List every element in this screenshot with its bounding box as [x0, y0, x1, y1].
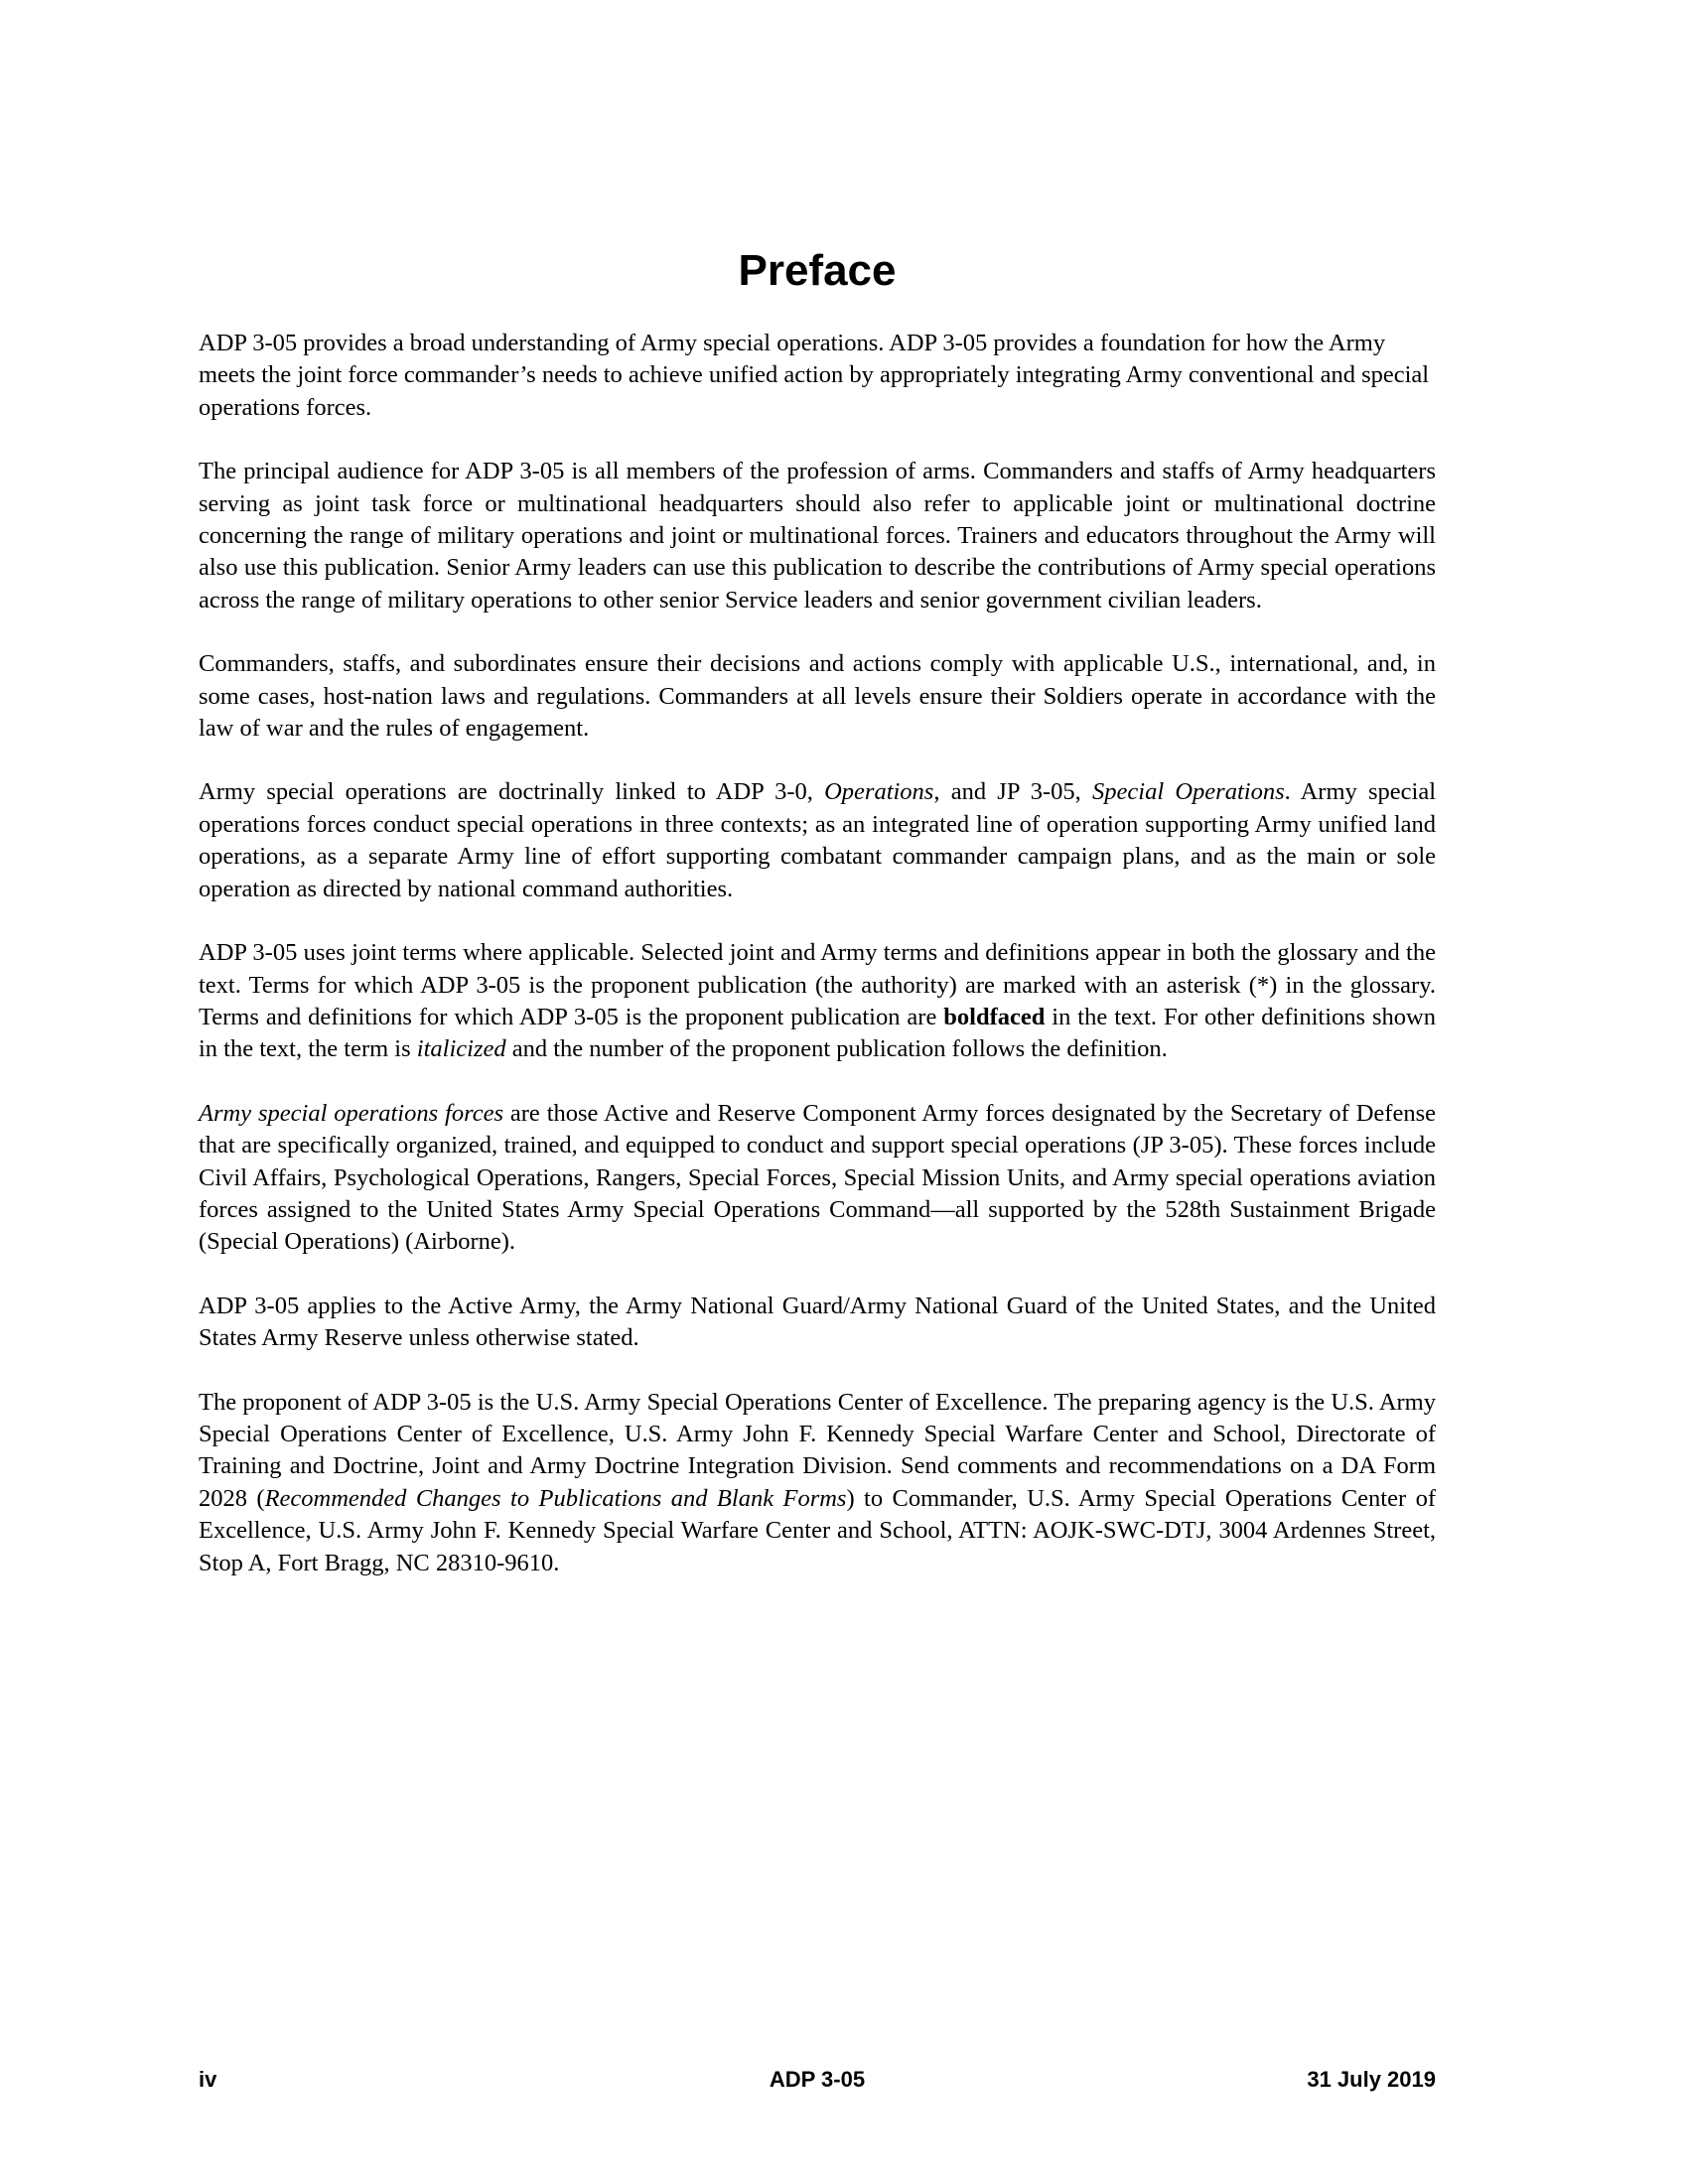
footer-date: 31 July 2019	[1307, 2067, 1436, 2092]
paragraph-purpose: ADP 3-05 provides a broad understanding of Army special operations. ADP 3-05 provides a foundation for how the Army meets the joint force commander’s needs to achieve unified action by appropriately integrating Army conventional and special operations forces.	[199, 330, 1430, 421]
paragraph-applicability: ADP 3-05 applies to the Active Army, the Army National Guard/Army National Guard of the United States, and the United States Army Reserve unless otherwise stated.	[199, 1292, 1436, 1352]
bold-term: boldfaced	[943, 1003, 1046, 1030]
text-run: ) to Commander, U.S. Army Special Operations Center of Excellence, U.S. Army John F. Kennedy Special Warfare Center and School, ATTN: AOJK-SWC-DTJ, 3004 Ardennes Street, Stop A, Fort Bragg, NC 28310-9610.	[199, 1484, 1436, 1576]
text-run: in the text. For other definitions shown in the text, the term is	[199, 1003, 1436, 1063]
page-footer	[199, 2063, 1436, 2097]
paragraph-terms	[199, 937, 1436, 1066]
paragraph-arsof-definition	[199, 1098, 1436, 1259]
footer-page-number: iv	[199, 2067, 217, 2092]
text-run: . Army special operations forces conduct special operations in three contexts; as an integrated line of operation supporting Army unified land operations, as a separate Army line of effort supporting combatant commander campaign plans, and as the main or sole operation as directed by national command authorities.	[199, 778, 1437, 902]
italic-form-title: Recommended Changes to Publications and Blank Forms	[264, 1484, 847, 1512]
paragraph-legal-compliance: Commanders, staffs, and subordinates ensure their decisions and actions comply with applicable U.S., international, and, in some cases, host-nation laws and regulations. Commanders at all levels ensure their Soldiers operate in accordance with the law of war and the rules of engagement.	[199, 650, 1436, 743]
italic-publication-title: Special Operations	[1092, 778, 1285, 806]
text-run: ADP 3-05 uses joint terms where applicable. Selected joint and Army terms and definitions appear in both the glossary and the text. Terms for which ADP 3-05 is the proponent publication (the authority) are marked with an asterisk (*) in the glossary. Terms and definitions for which ADP 3-05 is the proponent publication are	[199, 939, 1436, 1030]
paragraph-doctrinal-links	[199, 776, 1436, 905]
preface-body	[199, 328, 1436, 1611]
text-run: and the number of the proponent publication follows the definition.	[505, 1035, 1168, 1063]
footer-publication: ADP 3-05	[769, 2067, 866, 2092]
italic-defined-term: Army special operations forces	[199, 1099, 503, 1127]
paragraph-audience: The principal audience for ADP 3-05 is all members of the profession of arms. Commanders and staffs of Army headquarters serving as joint task force or multinational headquarters should also refer to applicable joint or multinational doctrine concerning the range of military operations and joint or multinational forces. Trainers and educators throughout the Army will also use this publication. Senior Army leaders can use this publication to describe the contributions of Army special operations across the range of military operations to other senior Service leaders and senior government civilian leaders.	[199, 458, 1436, 614]
page-title: Preface	[738, 246, 897, 295]
italic-publication-title: Operations	[824, 778, 934, 806]
text-run: , and JP 3-05,	[933, 778, 1093, 806]
paragraph-proponent	[199, 1387, 1436, 1579]
text-run: Army special operations are doctrinally linked to ADP 3-0,	[199, 778, 825, 806]
italic-term: italicized	[416, 1035, 506, 1063]
text-run: are those Active and Reserve Component Army forces designated by the Secretary of Defense that are specifically organized, trained, and equipped to conduct and support special operations (JP 3-05). These forces include Civil Affairs, Psychological Operations, Rangers, Special Forces, Special Mission Units, and Army special operations aviation forces assigned to the United States Army Special Operations Command—all supported by the 528th Sustainment Brigade (Special Operations) (Airborne).	[199, 1099, 1436, 1256]
text-run: The proponent of ADP 3-05 is the U.S. Army Special Operations Center of Excellence. The preparing agency is the U.S. Army Special Operations Center of Excellence, U.S. Army John F. Kennedy Special Warfare Center and School, Directorate of Training and Doctrine, Joint and Army Doctrine Integration Division. Send comments and recommendations on a DA Form 2028 (	[199, 1388, 1436, 1512]
